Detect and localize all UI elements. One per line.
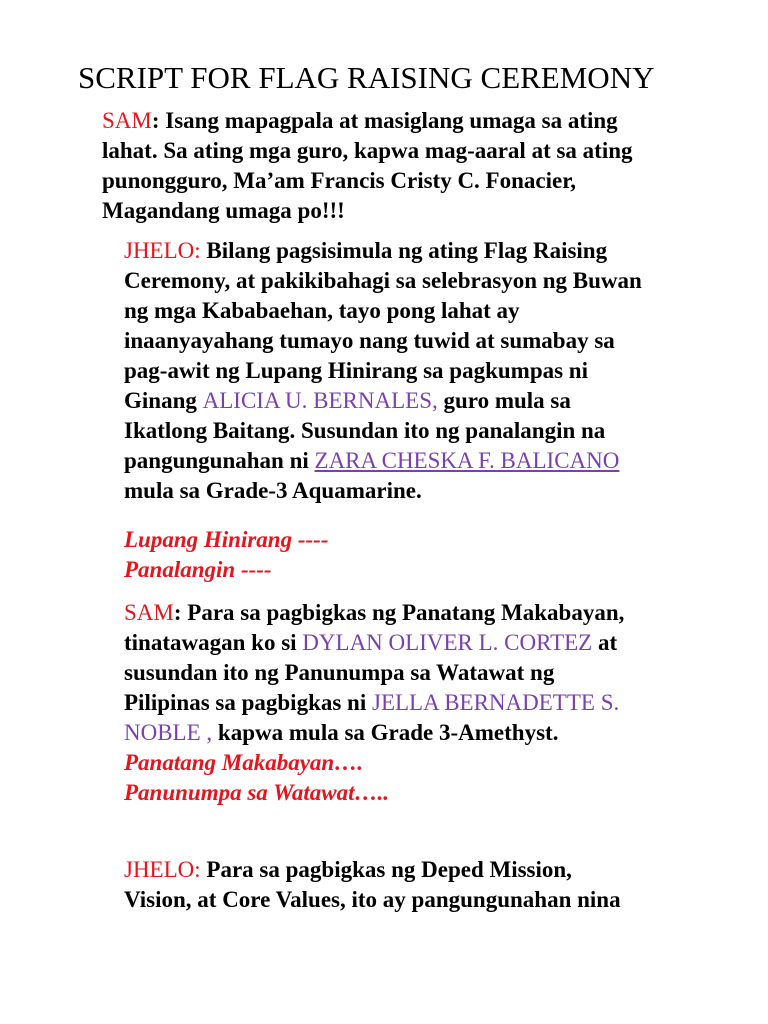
speaker-label: SAM xyxy=(102,108,152,133)
paragraph-line: Ikatlong Baitang. Susundan ito ng panalangin na xyxy=(124,418,606,443)
person-name: ALICIA U. BERNALES, xyxy=(202,388,438,413)
paragraph-text: Bilang pagsisimula ng ating Flag Raising xyxy=(200,238,608,263)
paragraph-sam-panata: SAM: Para sa pagbigkas ng Panatang Makabayan, tinatawagan ko si DYLAN OLIVER L. CORTEZ at susundan ito ng Panunumpa sa Watawat ng Pilipinas sa pagbigkas ni JELLA BERNADETTE S. NOBLE , kapwa mula sa Grade 3-Amethyst. Panatang Makabayan…. Panunumpa sa Watawat….. xyxy=(124,598,624,808)
paragraph-text: : Isang mapagpala at masiglang umaga sa ating xyxy=(151,108,618,133)
paragraph-text: Para sa pagbigkas ng Deped Mission, xyxy=(200,857,572,882)
cue-panunumpa: Panunumpa sa Watawat….. xyxy=(124,780,390,805)
cue-panatang-makabayan: Panatang Makabayan…. xyxy=(124,750,363,775)
paragraph-line: Ceremony, at pakikibahagi sa selebrasyon ng Buwan xyxy=(124,268,642,293)
paragraph-text: : Para sa pagbigkas ng Panatang Makabayan, xyxy=(173,600,625,625)
paragraph-line: inaanyayahang tumayo nang tuwid at sumabay sa xyxy=(124,328,615,353)
paragraph-line: mula sa Grade-3 Aquamarine. xyxy=(124,478,422,503)
cue-list-1 xyxy=(124,525,328,585)
cue-lupang-hinirang: Lupang Hinirang ---- xyxy=(124,527,329,552)
speaker-label: JHELO: xyxy=(124,857,201,882)
paragraph-line: punongguro, Ma’am Francis Cristy C. Fonacier, xyxy=(102,168,577,193)
document-title: SCRIPT FOR FLAG RAISING CEREMONY xyxy=(78,60,655,95)
person-name: DYLAN OLIVER L. CORTEZ xyxy=(302,630,593,655)
paragraph-line: Vision, at Core Values, ito ay pangungunahan nina xyxy=(124,887,621,912)
paragraph-line: lahat. Sa ating mga guro, kapwa mag-aaral at sa ating xyxy=(102,138,633,163)
paragraph-line: susundan ito ng Panunumpa sa Watawat ng xyxy=(124,660,555,685)
speaker-label: SAM xyxy=(124,600,174,625)
paragraph-jhelo-mission xyxy=(124,855,621,915)
paragraph-line: pag-awit ng Lupang Hinirang sa pagkumpas ni xyxy=(124,358,588,383)
paragraph-line: ng mga Kababaehan, tayo pong lahat ay xyxy=(124,298,520,323)
paragraph-jhelo-opening: JHELO: Bilang pagsisimula ng ating Flag Raising Ceremony, at pakikibahagi sa selebrasyon ng Buwan ng mga Kababaehan, tayo pong lahat ay inaanyayahang tumayo nang tuwid at sumabay sa pag-awit ng Lupang Hinirang sa pagkumpas ni Ginang ALICIA U. BERNALES, guro mula sa Ikatlong Baitang. Susundan ito ng panalangin na pangungunahan ni ZARA CHESKA F. BALICANO mula sa Grade-3 Aquamarine. xyxy=(124,236,642,506)
person-name-link[interactable]: ZARA CHESKA F. BALICANO xyxy=(314,448,620,473)
speaker-label: JHELO: xyxy=(124,238,201,263)
paragraph-line: Magandang umaga po!!! xyxy=(102,198,345,223)
person-name: JELLA BERNADETTE S. xyxy=(372,690,620,715)
paragraph-sam-greeting xyxy=(102,106,633,226)
cue-panalangin: Panalangin ---- xyxy=(124,557,272,582)
person-name: NOBLE , xyxy=(124,720,213,745)
